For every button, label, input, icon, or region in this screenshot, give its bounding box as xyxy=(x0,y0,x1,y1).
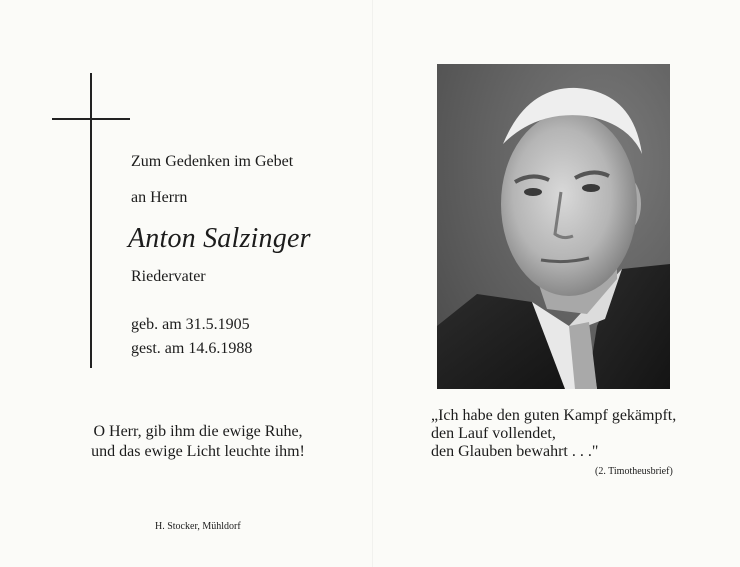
deceased-name: Anton Salzinger xyxy=(128,223,311,254)
quote-line-1: „Ich habe den guten Kampf gekämpft, xyxy=(431,407,677,424)
quote-line-2: den Lauf vollendet, xyxy=(431,425,556,442)
occupation-text: Riedervater xyxy=(131,268,206,285)
printer-credit: H. Stocker, Mühldorf xyxy=(155,521,241,532)
intro-text: Zum Gedenken im Gebet xyxy=(131,153,294,170)
cross-horizontal-bar xyxy=(52,118,130,120)
prayer xyxy=(0,422,396,462)
prayer-line-1: O Herr, gib ihm die ewige Ruhe, xyxy=(93,423,303,440)
quote-line-3: den Glauben bewahrt . . ." xyxy=(431,443,599,460)
address-text: an Herrn xyxy=(131,189,188,206)
portrait-illustration xyxy=(437,64,670,389)
bible-quote xyxy=(431,407,676,461)
quote-source: (2. Timotheusbrief) xyxy=(595,466,673,477)
prayer-line-2: und das ewige Licht leuchte ihm! xyxy=(91,443,305,460)
portrait-photo xyxy=(437,64,670,389)
death-date: gest. am 14.6.1988 xyxy=(131,340,253,357)
birth-date: geb. am 31.5.1905 xyxy=(131,316,250,333)
fold-line xyxy=(372,0,373,567)
